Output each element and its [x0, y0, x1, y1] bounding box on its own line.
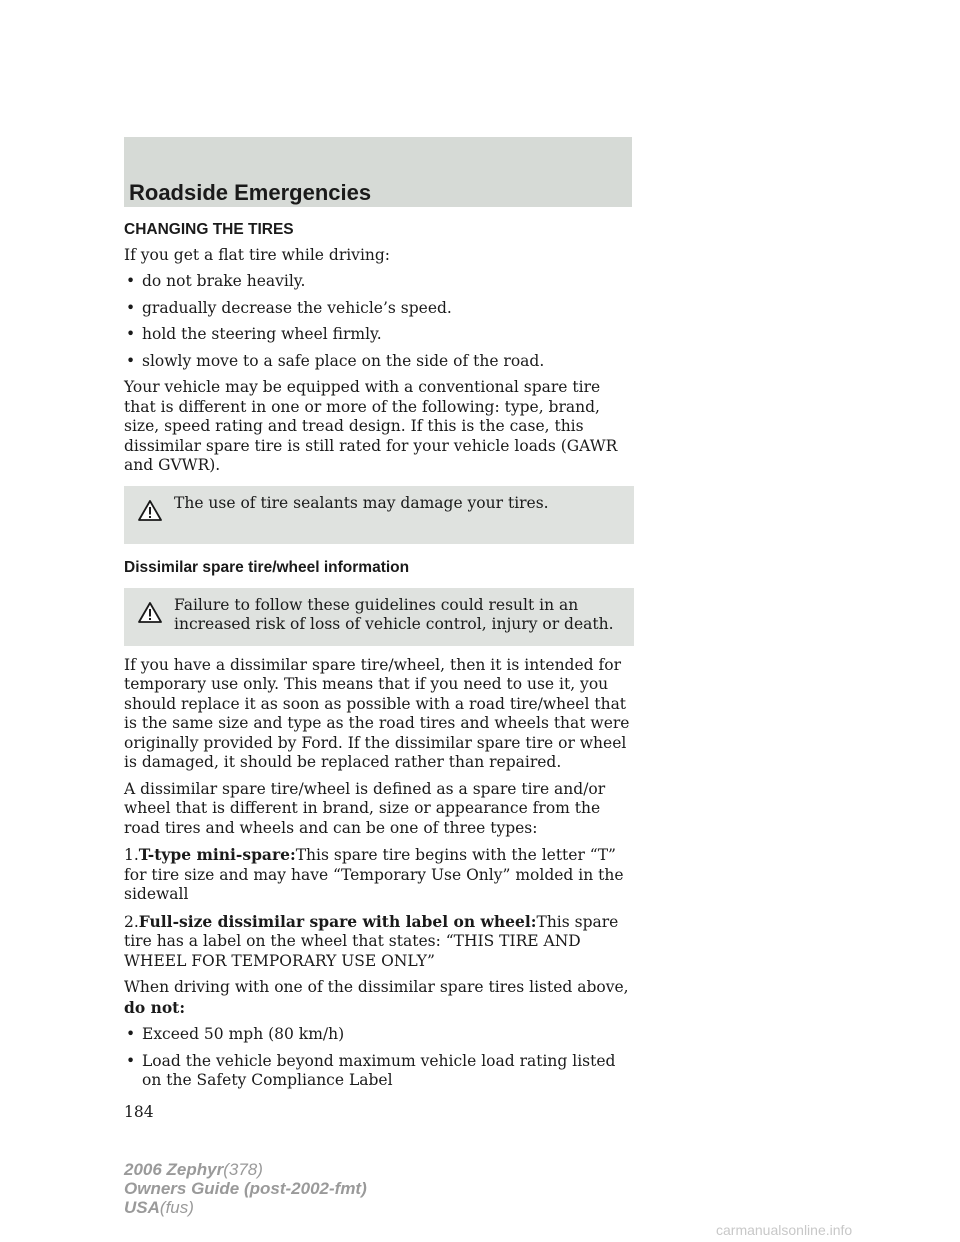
bullet-icon: • [126, 351, 136, 370]
paragraph-conventional-spare: Your vehicle may be equipped with a conventional spare tire that is different in one or more of the following: type, brand, size, speed rating and tread design. If this is the case, this dissimilar spare tire is still rated for your vehicle loads (GAWR and GVWR). [124, 378, 618, 474]
paragraph-driving-rules: When driving with one of the dissimilar spare tires listed above, do not: [124, 978, 629, 1017]
numbered-item-1: 1.T-type mini-spare:This spare tire begins with the letter “T” for tire size and may have “Temporary Use Only” molded in the sidewall [124, 845, 624, 903]
list-item: • slowly move to a safe place on the side of the road. [126, 351, 545, 370]
do-not-list [124, 1025, 634, 1091]
page-number: 184 [124, 1102, 154, 1121]
list-item: • gradually decrease the vehicle’s speed. [126, 298, 452, 317]
list-item: • do not brake heavily. [126, 272, 306, 290]
bullet-icon: • [126, 325, 136, 343]
list-item: • hold the steering wheel firmly. [126, 325, 382, 343]
paragraph-temporary-use: If you have a dissimilar spare tire/wheel, then it is intended for temporary use only. This means that if you need to use it, you should replace it as soon as possible with a road tire/wheel that is the same size and type as the road tires and wheels that were originally provided by Ford. If the dissimilar spare tire or wheel is damaged, it should be replaced rather than repaired. [124, 655, 630, 771]
list-item: • Exceed 50 mph (80 km/h) [126, 1025, 345, 1043]
document-footer [124, 1160, 367, 1217]
warning-box-sealants [124, 486, 634, 545]
page-content [124, 220, 634, 1122]
flat-tire-list [124, 272, 634, 371]
bullet-icon: • [126, 272, 136, 290]
footer-line-model: 2006 Zephyr(378) [124, 1160, 263, 1179]
footer-line-guide: Owners Guide (post-2002-fmt) [124, 1179, 367, 1198]
paragraph-definition: A dissimilar spare tire/wheel is defined as a spare tire and/or wheel that is different in brand, size or appearance from the road tires and wheels and can be one of three types: [124, 779, 606, 837]
warning-triangle-icon [138, 500, 162, 521]
subheading-dissimilar-spare: Dissimilar spare tire/wheel information [124, 559, 410, 576]
bullet-icon: • [126, 298, 136, 317]
warning-text: Failure to follow these guidelines could result in an increased risk of loss of vehicle control, injury or death. [174, 595, 614, 633]
bullet-icon: • [126, 1025, 136, 1043]
bullet-icon: • [126, 1051, 136, 1070]
warning-text: The use of tire sealants may damage your tires. [174, 493, 549, 512]
warning-triangle-icon [138, 602, 162, 623]
numbered-item-2: 2.Full-size dissimilar spare with label on wheel:This spare tire has a label on the wheel that states: “THIS TIRE AND WHEEL FOR TEMPORARY USE ONLY” [124, 911, 619, 970]
footer-line-market: USA(fus) [124, 1198, 194, 1217]
section-title: Roadside Emergencies [129, 180, 372, 205]
watermark: carmanualsonline.info [716, 1222, 853, 1238]
intro-text: If you get a flat tire while driving: [124, 245, 391, 264]
warning-box-guidelines [124, 588, 634, 646]
heading-changing-tires: CHANGING THE TIRES [124, 221, 294, 238]
list-item: • Load the vehicle beyond maximum vehicle load rating listed on the Safety Compliance Label [126, 1051, 616, 1089]
